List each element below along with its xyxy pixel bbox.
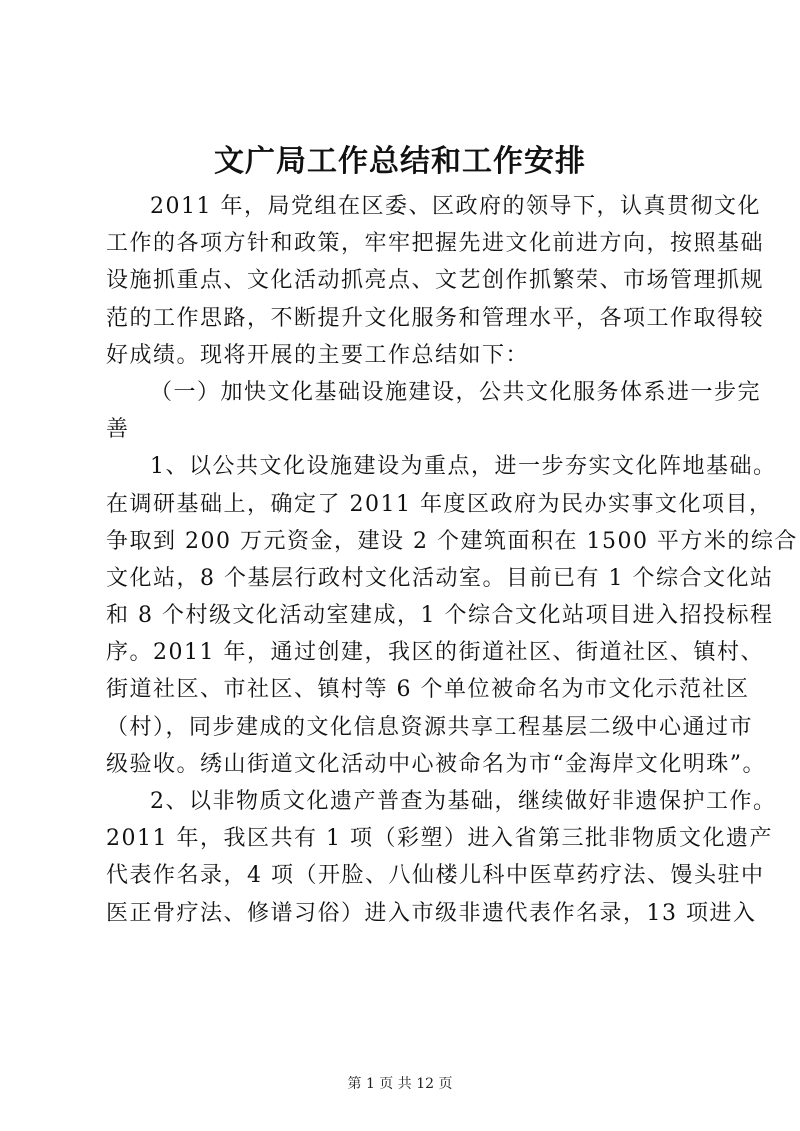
body-line: 序。2011 年，通过创建，我区的街道社区、街道社区、镇村、	[106, 640, 764, 666]
body-line: 设施抓重点、文化活动抓亮点、文艺创作抓繁荣、市场管理抓规	[106, 268, 765, 294]
body-line: 2011 年，我区共有 1 项（彩塑）进入省第三批非物质文化遗产	[106, 826, 773, 852]
body-line: 2、以非物质文化遗产普查为基础，继续做好非遗保护工作。	[150, 789, 777, 814]
document-title: 文广局工作总结和工作安排	[214, 144, 586, 179]
body-line: （村），同步建成的文化信息资源共享工程基层二级中心通过市	[106, 714, 754, 740]
body-line: 街道社区、市社区、镇村等 6 个单位被命名为市文化示范社区	[106, 677, 750, 703]
body-line: 争取到 200 万元资金，建设 2 个建筑面积在 1500 平方米的综合	[106, 528, 798, 554]
body-line: 医正骨疗法、修谱习俗）进入市级非遗代表作名录，13 项进入	[106, 900, 757, 926]
body-line: 范的工作思路，不断提升文化服务和管理水平，各项工作取得较	[106, 305, 765, 331]
body-line: 在调研基础上，确定了 2011 年度区政府为民办实事文化项目，	[106, 491, 773, 517]
body-line: 和 8 个村级文化活动室建成，1 个综合文化站项目进入招投标程	[106, 603, 774, 629]
body-line: 1、以公共文化设施建设为重点，进一步夯实文化阵地基础。	[150, 454, 777, 480]
body-line: 代表作名录，4 项（开脸、八仙楼儿科中医草药疗法、馒头驻中	[106, 863, 765, 889]
body-line: 2011 年，局党组在区委、区政府的领导下，认真贯彻文化	[150, 194, 761, 219]
section-heading-line: 善	[106, 417, 130, 443]
body-line: 文化站，8 个基层行政村文化活动室。目前已有 1 个综合文化站	[106, 565, 774, 591]
body-line: 工作的各项方针和政策，牢牢把握先进文化前进方向，按照基础	[106, 231, 765, 257]
body-line: 级验收。绣山街道文化活动中心被命名为市“金海岸文化明珠”。	[106, 751, 766, 777]
document-body	[106, 188, 798, 932]
page-number-footer: 第 1 页 共 12 页	[347, 1076, 453, 1092]
section-heading-line: （一）加快文化基础设施建设，公共文化服务体系进一步完	[150, 379, 762, 405]
body-line: 好成绩。现将开展的主要工作总结如下：	[106, 342, 530, 368]
